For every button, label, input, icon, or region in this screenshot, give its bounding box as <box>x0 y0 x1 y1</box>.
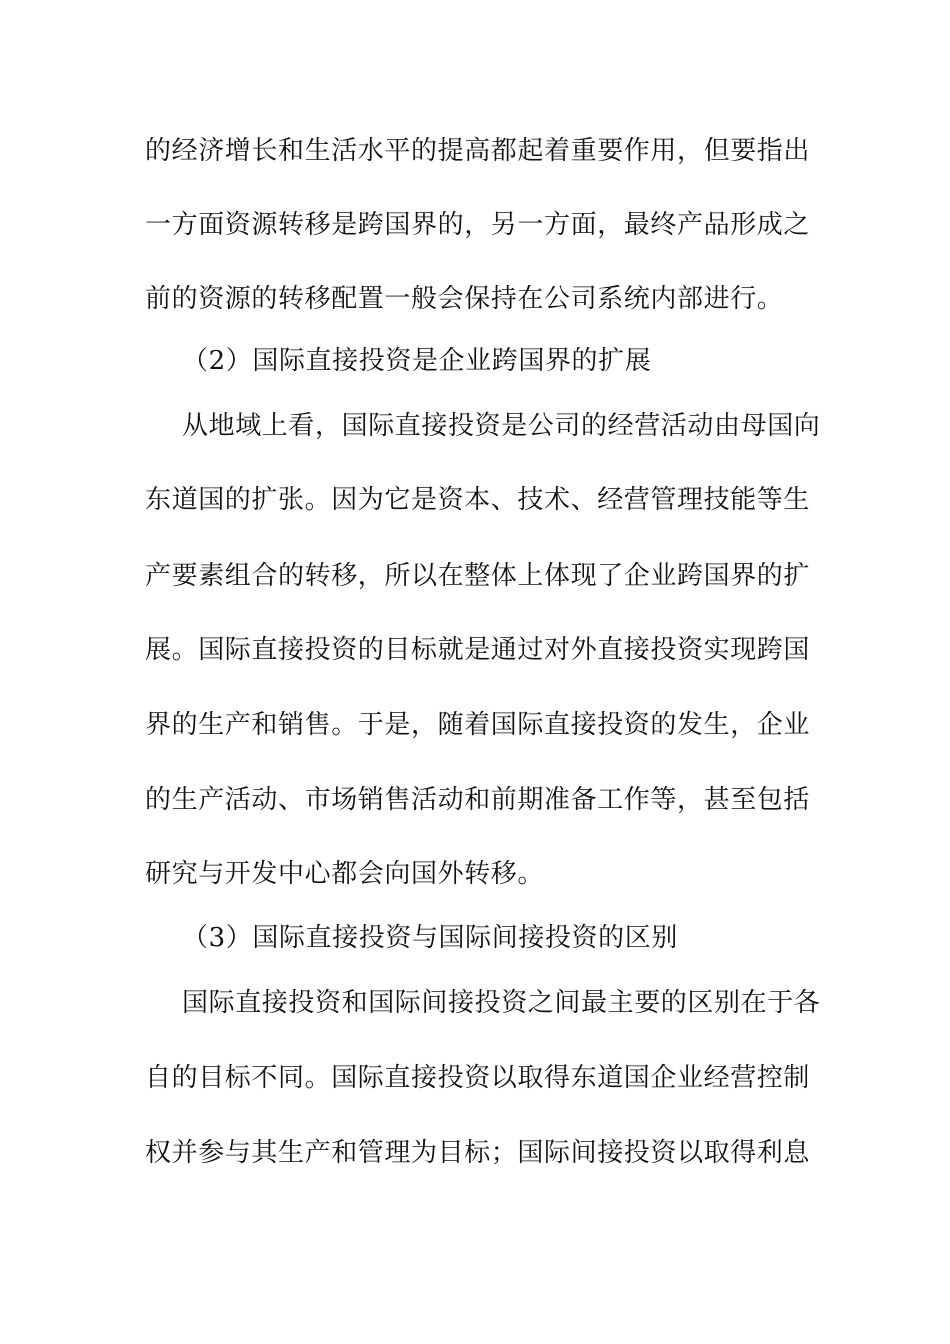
paragraph-line: 前的资源的转移配置一般会保持在公司系统内部进行。 <box>145 284 784 314</box>
section-heading: （3）国际直接投资与国际间接投资的区别 <box>182 923 678 953</box>
paragraph-line: 自的目标不同。国际直接投资以取得东道国企业经营控制 <box>145 1063 811 1093</box>
paragraph-line: 的经济增长和生活水平的提高都起着重要作用，但要指出 <box>145 136 811 166</box>
section-heading: （2）国际直接投资是企业跨国界的扩展 <box>182 346 652 376</box>
paragraph-line: 研究与开发中心都会向国外转移。 <box>145 859 545 889</box>
paragraph-line: 从地域上看，国际直接投资是公司的经营活动由母国向 <box>182 411 821 441</box>
paragraph-line: 的生产活动、市场销售活动和前期准备工作等，甚至包括 <box>145 785 811 815</box>
paragraph-line: 一方面资源转移是跨国界的，另一方面，最终产品形成之 <box>145 210 811 240</box>
paragraph-line: 产要素组合的转移，所以在整体上体现了企业跨国界的扩 <box>145 561 811 591</box>
paragraph-line: 东道国的扩张。因为它是资本、技术、经营管理技能等生 <box>145 485 811 515</box>
paragraph-line: 展。国际直接投资的目标就是通过对外直接投资实现跨国 <box>145 635 811 665</box>
paragraph-line: 界的生产和销售。于是，随着国际直接投资的发生，企业 <box>145 710 811 740</box>
paragraph-line: 权并参与其生产和管理为目标；国际间接投资以取得利息 <box>145 1138 811 1168</box>
paragraph-line: 国际直接投资和国际间接投资之间最主要的区别在于各 <box>182 988 821 1018</box>
